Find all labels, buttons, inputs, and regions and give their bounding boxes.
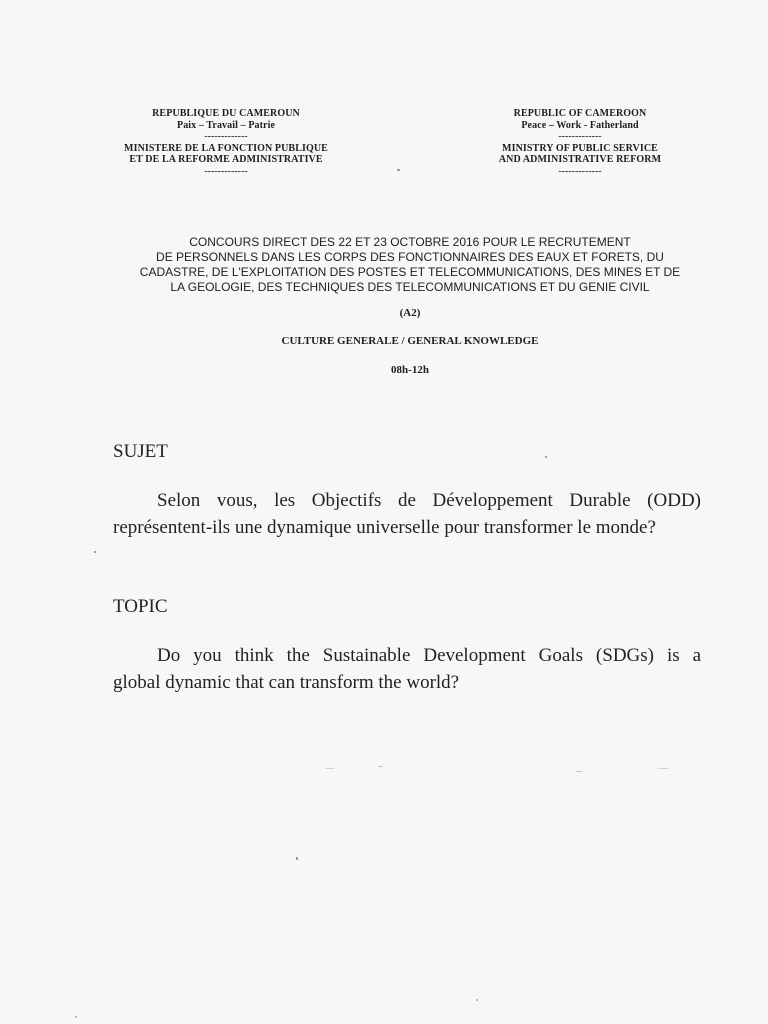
english-heading: TOPIC: [113, 596, 168, 617]
scan-speck: [476, 999, 478, 1001]
ministry-fr-line1: MINISTERE DE LA FONCTION PUBLIQUE: [124, 142, 328, 154]
competition-line4: LA GEOLOGIE, DES TECHNIQUES DES TELECOMMUNICATIONS ET DU GENIE CIVIL: [170, 280, 650, 294]
header-right: [430, 108, 730, 177]
separator: -------------: [558, 165, 602, 177]
exam-level: (A2): [399, 307, 421, 319]
french-question: [113, 487, 701, 541]
competition-line3: CADASTRE, DE L'EXPLOITATION DES POSTES ET TELECOMMUNICATIONS, DES MINES ET DE: [139, 265, 681, 279]
ministry-en-line1: MINISTRY OF PUBLIC SERVICE: [502, 142, 658, 154]
scan-speck: [576, 771, 582, 772]
separator: -------------: [204, 165, 248, 177]
header-left: [76, 108, 376, 177]
exam-subject: CULTURE GENERALE / GENERAL KNOWLEDGE: [281, 335, 539, 347]
ministry-en-line2: AND ADMINISTRATIVE REFORM: [498, 154, 662, 165]
french-heading: SUJET: [113, 441, 168, 462]
english-question: [113, 642, 701, 696]
scan-speck: [545, 456, 547, 458]
separator: -------------: [558, 131, 602, 142]
scan-speck: [378, 766, 383, 767]
french-question-line2: représentent-ils une dynamique universelle pour transformer le monde?: [113, 517, 656, 538]
country-name-fr: REPUBLIQUE DU CAMEROUN: [152, 108, 300, 119]
scan-speck: [657, 768, 669, 769]
scan-speck: [75, 1016, 77, 1018]
scan-speck: [325, 768, 335, 769]
scan-speck: [397, 169, 400, 171]
separator: -------------: [204, 131, 248, 142]
ministry-fr-line2: ET DE LA REFORME ADMINISTRATIVE: [129, 154, 323, 165]
scan-speck: [94, 551, 96, 553]
english-question-line1: Do you think the Sustainable Development Goals (SDGs) is a: [157, 645, 701, 666]
french-question-line1: Selon vous, les Objectifs de Développement Durable (ODD): [157, 490, 701, 511]
scan-speck: [296, 857, 298, 860]
competition-title: [100, 235, 720, 295]
competition-line1: CONCOURS DIRECT DES 22 ET 23 OCTOBRE 2016 POUR LE RECRUTEMENT: [189, 235, 631, 249]
motto-fr: Paix – Travail – Patrie: [176, 119, 276, 131]
competition-line2: DE PERSONNELS DANS LES CORPS DES FONCTIONNAIRES DES EAUX ET FORETS, DU: [156, 250, 664, 264]
country-name-en: REPUBLIC OF CAMEROON: [513, 108, 647, 119]
exam-time: 08h-12h: [391, 364, 429, 376]
english-question-line2: global dynamic that can transform the world?: [113, 672, 460, 693]
motto-en: Peace – Work - Fatherland: [521, 119, 639, 131]
